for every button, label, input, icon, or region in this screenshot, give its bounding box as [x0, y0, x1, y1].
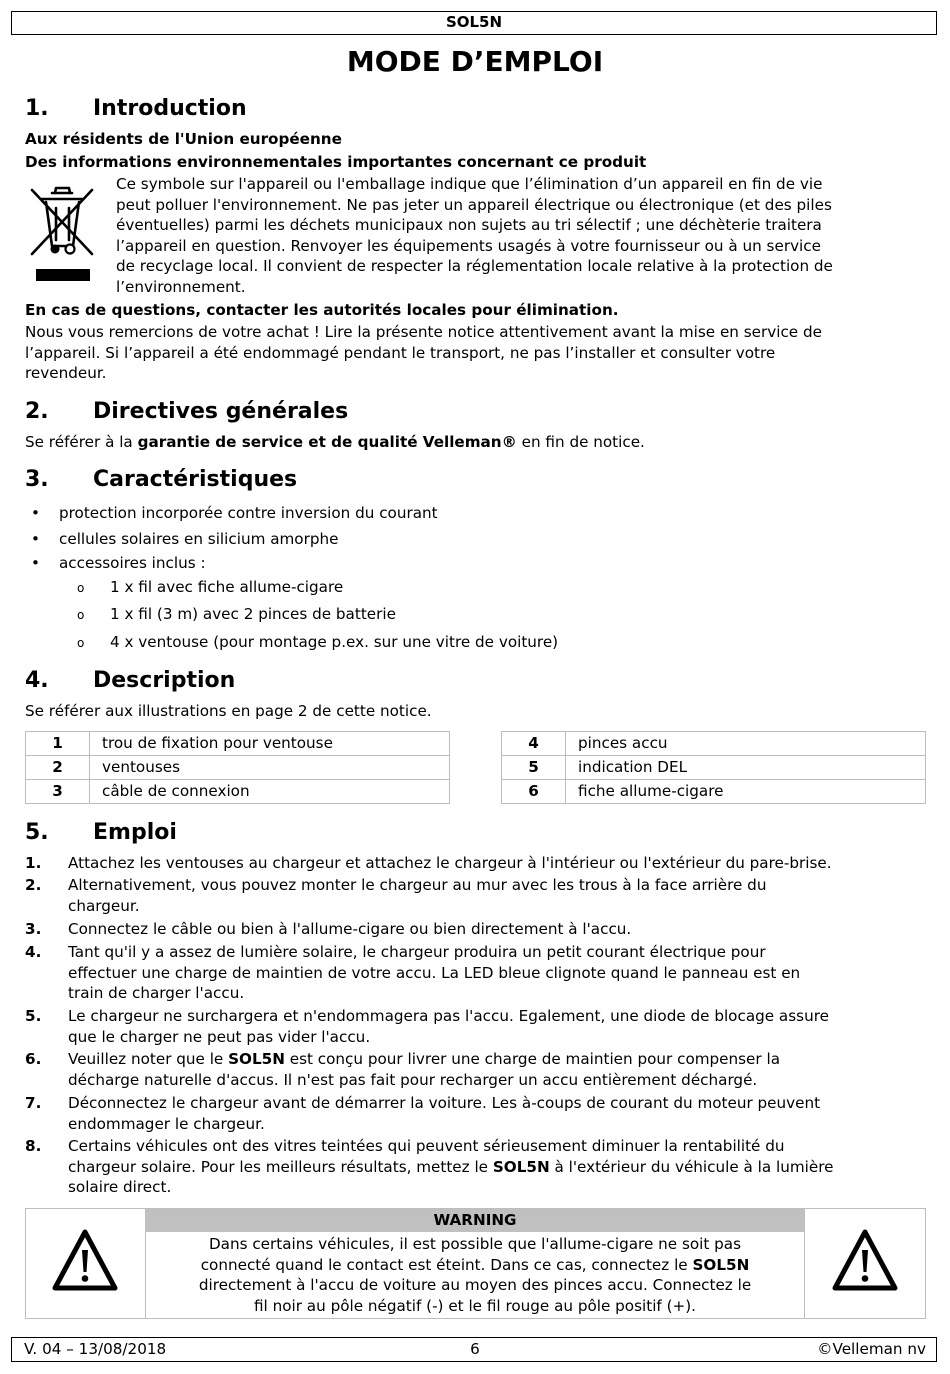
warning-text-part: connecté quand le contact est éteint. Dans ce cas, connectez le [200, 1255, 693, 1274]
usage-step-2 [68, 875, 928, 916]
step-line: train de charger l'accu. [68, 984, 245, 1002]
feature-item: cellules solaires en silicium amorphe [59, 530, 339, 548]
step-line: Connectez le câble ou bien à l'allume-cigare ou bien directement à l'accu. [68, 920, 632, 938]
weee-bin-icon [26, 180, 98, 286]
footer-page-number: 6 [470, 1340, 480, 1358]
table-row [502, 780, 926, 804]
step-number: 4. [25, 943, 42, 961]
warning-icon-cell-right [804, 1208, 926, 1319]
circle-bullet-icon: o [77, 581, 85, 595]
table-row [502, 732, 926, 756]
part-name: ventouses [90, 756, 450, 780]
step-number: 6. [25, 1050, 42, 1068]
section-4-title: Description [93, 668, 236, 693]
footer-version: V. 04 – 13/08/2018 [24, 1340, 167, 1358]
step-line: endommager le chargeur. [68, 1114, 265, 1133]
directives-pre: Se référer à la [25, 433, 138, 451]
usage-step-3 [68, 919, 928, 940]
circle-bullet-icon: o [77, 608, 85, 622]
warning-line [150, 1255, 800, 1276]
step-line: Alternativement, vous pouvez monter le chargeur au mur avec les trous à la face arrière du [68, 876, 767, 894]
step-line: Certains véhicules ont des vitres teintées qui peuvent sérieusement diminuer la rentabilité du [68, 1137, 785, 1155]
step-number: 5. [25, 1007, 42, 1025]
step-line: que le charger ne peut pas vider l'accu. [68, 1027, 371, 1046]
weee-line: l’appareil en question. Renvoyer les équipements usagés à votre fournisseur ou à un service [116, 236, 821, 255]
directives-post: en fin de notice. [516, 433, 645, 451]
warranty-reference: garantie de service et de qualité Velleman® [137, 433, 517, 451]
feature-item: accessoires inclus : [59, 554, 206, 572]
usage-step-6 [68, 1049, 928, 1090]
accessory-item: 1 x fil (3 m) avec 2 pinces de batterie [110, 605, 396, 623]
weee-line: de recyclage local. Il convient de respecter la réglementation locale relative à la protection de [116, 257, 833, 275]
product-name: SOL5N [492, 1157, 550, 1176]
section-1-number: 1. [25, 96, 49, 121]
step-number: 2. [25, 876, 42, 894]
step-number: 7. [25, 1094, 42, 1112]
bullet-icon: • [31, 530, 40, 548]
step-line [68, 1157, 928, 1178]
circle-bullet-icon: o [77, 636, 85, 650]
thanks-line: revendeur. [25, 364, 107, 382]
feature-item: protection incorporée contre inversion du courant [59, 504, 438, 522]
weee-line: l’environnement. [116, 277, 246, 296]
section-5-number: 5. [25, 820, 49, 845]
part-name: indication DEL [566, 756, 926, 780]
weee-line: Ce symbole sur l'appareil ou l'emballage indique que l’élimination d’un appareil en fin de vie [116, 175, 823, 193]
table-row [26, 780, 450, 804]
description-intro: Se référer aux illustrations en page 2 de cette notice. [25, 702, 432, 720]
step-number: 1. [25, 854, 42, 872]
usage-step-8 [68, 1136, 928, 1198]
step-number: 3. [25, 920, 42, 938]
table-row [502, 756, 926, 780]
eu-residents-heading: Aux résidents de l'Union européenne [25, 130, 342, 148]
thanks-line: l’appareil. Si l’appareil a été endommagé pendant le transport, ne pas l’installer et consulter votre [25, 343, 776, 362]
section-3-number: 3. [25, 467, 49, 492]
section-4-number: 4. [25, 668, 49, 693]
header-model: SOL5N [11, 11, 937, 35]
bullet-icon: • [31, 504, 40, 522]
part-number: 1 [26, 732, 90, 756]
step-text: est conçu pour livrer une charge de maintien pour compenser la [284, 1050, 780, 1068]
usage-step-4 [68, 942, 928, 1004]
step-line: chargeur. [68, 896, 140, 915]
part-name: trou de fixation pour ventouse [90, 732, 450, 756]
section-5-title: Emploi [93, 820, 177, 845]
warning-triangle-icon [805, 1208, 925, 1318]
bullet-icon: • [31, 554, 40, 572]
part-number: 2 [26, 756, 90, 780]
product-name: SOL5N [228, 1050, 285, 1068]
directives-text [25, 432, 925, 453]
env-info-heading: Des informations environnementales importantes concernant ce produit [25, 153, 647, 171]
thanks-line: Nous vous remercions de votre achat ! Lire la présente notice attentivement avant la mise en service de [25, 323, 822, 341]
step-line: Le chargeur ne surchargera et n'endommagera pas l'accu. Egalement, une diode de blocage assure [68, 1007, 829, 1025]
part-name: câble de connexion [90, 780, 450, 804]
part-number: 5 [502, 756, 566, 780]
accessory-item: 4 x ventouse (pour montage p.ex. sur une vitre de voiture) [110, 633, 559, 651]
weee-text [116, 174, 926, 297]
section-1-title: Introduction [93, 96, 247, 121]
usage-step-5 [68, 1006, 928, 1047]
step-number: 8. [25, 1137, 42, 1155]
warning-line: fil noir au pôle négatif (-) et le fil rouge au pôle positif (+). [253, 1296, 696, 1315]
step-line: effectuer une charge de maintien de votre accu. La LED bleue clignote quand le panneau est en [68, 963, 801, 982]
part-number: 4 [502, 732, 566, 756]
warning-heading: WARNING [146, 1209, 804, 1232]
part-number: 6 [502, 780, 566, 804]
accessory-item: 1 x fil avec fiche allume-cigare [110, 578, 344, 596]
step-line: Tant qu'il y a assez de lumière solaire, le chargeur produira un petit courant électrique pour [68, 943, 766, 961]
description-table-right [501, 731, 926, 804]
section-2-number: 2. [25, 399, 49, 424]
step-line: Déconnectez le chargeur avant de démarrer la voiture. Les à-coups de courant du moteur peuvent [68, 1094, 821, 1112]
table-row [26, 756, 450, 780]
table-row [26, 732, 450, 756]
usage-step-7 [68, 1093, 928, 1134]
step-line: solaire direct. [68, 1178, 172, 1196]
questions-notice: En cas de questions, contacter les autorités locales pour élimination. [25, 301, 619, 319]
warning-icon-cell-left [25, 1208, 146, 1319]
step-line: Attachez les ventouses au chargeur et attachez le chargeur à l'intérieur ou l'extérieur du pare-brise. [68, 854, 832, 872]
warning-line: Dans certains véhicules, il est possible que l'allume-cigare ne soit pas [208, 1235, 742, 1253]
step-text: à l'extérieur du véhicule à la lumière [549, 1157, 834, 1176]
usage-step-1 [68, 853, 928, 874]
step-line [68, 1049, 928, 1070]
warning-triangle-icon [25, 1208, 145, 1318]
part-name: pinces accu [566, 732, 926, 756]
section-2-title: Directives générales [93, 399, 349, 424]
footer-copyright: ©Velleman nv [817, 1340, 926, 1358]
warning-text [150, 1234, 800, 1316]
page-title: MODE D’EMPLOI [346, 45, 604, 78]
description-table-left [25, 731, 450, 804]
thanks-text [25, 322, 925, 384]
warning-line: directement à l'accu de voiture au moyen des pinces accu. Connectez le [198, 1276, 752, 1294]
step-text: Veuillez noter que le [68, 1050, 229, 1068]
section-3-title: Caractéristiques [93, 467, 298, 492]
weee-line: éventuelles) parmi les déchets municipaux non sujets au tri sélectif ; une déchèterie traitera [116, 216, 822, 234]
part-number: 3 [26, 780, 90, 804]
step-line: décharge naturelle d'accus. Il n'est pas fait pour recharger un accu entièrement déchargé. [68, 1070, 758, 1089]
step-text: chargeur solaire. Pour les meilleurs résultats, mettez le [68, 1157, 493, 1176]
product-name: SOL5N [692, 1255, 750, 1274]
weee-line: peut polluer l'environnement. Ne pas jeter un appareil électrique ou électronique (et des piles [116, 195, 832, 214]
part-name: fiche allume-cigare [566, 780, 926, 804]
